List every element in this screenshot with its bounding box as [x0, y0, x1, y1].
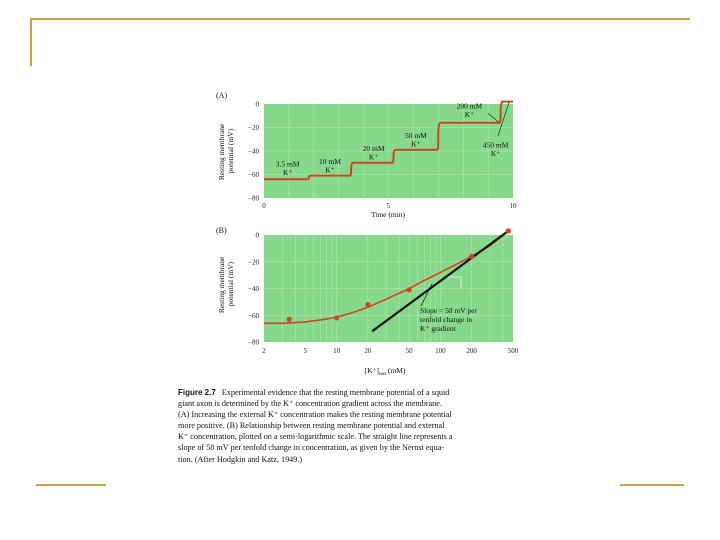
- caption-line-6: slope of 58 mV per tenfold change in concentration, as given by the Nernst equa-: [178, 443, 445, 453]
- panel-a-annotation-ion: K⁺: [411, 139, 421, 149]
- panel-b-y-tick-label: −80: [248, 338, 259, 347]
- panel-a-y-tick-label: −60: [248, 171, 259, 179]
- panel-b-y-axis-title: Resting membrane potential (mV): [217, 256, 235, 314]
- panel-a-y-tick-label: −40: [248, 147, 259, 156]
- panel-a-x-tick-label: 5: [386, 202, 391, 210]
- panel-b: [216, 226, 519, 377]
- caption-line-2: giant axon is determined by the K⁺ concentration gradient across the membrane.: [178, 399, 442, 409]
- caption-line-1: Experimental evidence that the resting membrane potential of a squid: [221, 388, 450, 397]
- figure-caption: [178, 387, 558, 465]
- panel-b-data-point: [334, 315, 339, 320]
- panel-a-annotation-concentration: 450 mM: [482, 140, 509, 150]
- panel-b-data-point: [407, 287, 412, 292]
- panel-b-x-tick-label: 5: [303, 347, 308, 355]
- caption-line-5: K⁺ concentration, plotted on a semi-logarithmic scale. The straight line represents a: [178, 432, 453, 442]
- panel-a-annotation-concentration: 50 mM: [404, 131, 427, 141]
- panel-a-y-axis-title: Resting membrane potential (mV): [217, 123, 235, 181]
- panel-b-y-tick-label: −60: [248, 311, 259, 320]
- panel-a-y-tick-label: −80: [248, 194, 259, 203]
- panel-a-x-ticks: [262, 202, 517, 210]
- panel-a-annotation-ion: K⁺: [464, 110, 475, 120]
- panel-a-label: (A): [216, 91, 228, 100]
- panel-b-y-ticks: [248, 232, 259, 347]
- panel-b-x-ticks: [262, 347, 519, 355]
- panel-b-annotation-line: tenfold change in: [420, 315, 473, 324]
- caption-label: Figure 2.7: [178, 388, 216, 397]
- panel-b-data-point: [365, 302, 370, 307]
- panel-b-data-point: [469, 254, 474, 259]
- panel-a-annotation-concentration: 3.5 mM: [275, 159, 300, 169]
- panel-a-y-ticks: [248, 101, 259, 203]
- panel-b-x-tick-label: 100: [435, 347, 446, 355]
- panel-a-annotation-ion: K⁺: [325, 165, 335, 175]
- panel-a-annotation-concentration: 20 mM: [362, 144, 385, 153]
- panel-a-y-tick-label: −20: [248, 124, 259, 132]
- panel-a-annotation-ion: K⁺: [282, 167, 293, 177]
- panel-a-annotation-ion: K⁺: [490, 148, 501, 158]
- panel-b-y-tick-label: −20: [248, 258, 259, 267]
- caption-line-7: tion. (After Hodgkin and Katz, 1949.): [178, 454, 303, 464]
- panel-a-x-tick-label: 0: [262, 202, 266, 210]
- panel-b-x-tick-label: 200: [466, 347, 477, 355]
- panel-a-annotation-concentration: 10 mM: [319, 156, 341, 166]
- panel-b-annotation-line: Slope = 58 mV per: [420, 306, 478, 315]
- caption-line-3: (A) Increasing the external K⁺ concentration makes the resting membrane potential: [178, 410, 452, 420]
- caption-line-4: more positive. (B) Relationship between resting membrane potential and external: [178, 421, 445, 431]
- panel-a-x-tick-label: 10: [509, 202, 517, 210]
- panel-a-y-tick-label: 0: [255, 100, 259, 109]
- panel-b-x-tick-label: 500: [507, 347, 519, 355]
- panel-a-annotation-concentration: 200 mM: [456, 101, 483, 111]
- panel-b-label: (B): [216, 226, 227, 235]
- panel-b-y-tick-label: −40: [248, 285, 259, 293]
- panel-a-annotation-ion: K⁺: [368, 152, 379, 162]
- panel-b-data-point: [506, 228, 511, 233]
- panel-b-x-tick-label: 50: [405, 347, 413, 355]
- panel-b-y-tick-label: 0: [255, 231, 259, 240]
- panel-a: [216, 91, 517, 219]
- panel-b-annotation-line: K⁺ gradient: [420, 324, 456, 333]
- panel-b-x-axis-title: $[K^+]_{out}$ (mM): [364, 366, 406, 377]
- panel-b-x-tick-label: 10: [333, 347, 341, 355]
- panel-b-x-tick-label: 20: [364, 347, 372, 355]
- panel-b-x-tick-label: 2: [262, 347, 266, 355]
- panel-b-data-point: [287, 317, 292, 322]
- panel-a-x-axis-title: Time (min): [370, 210, 406, 219]
